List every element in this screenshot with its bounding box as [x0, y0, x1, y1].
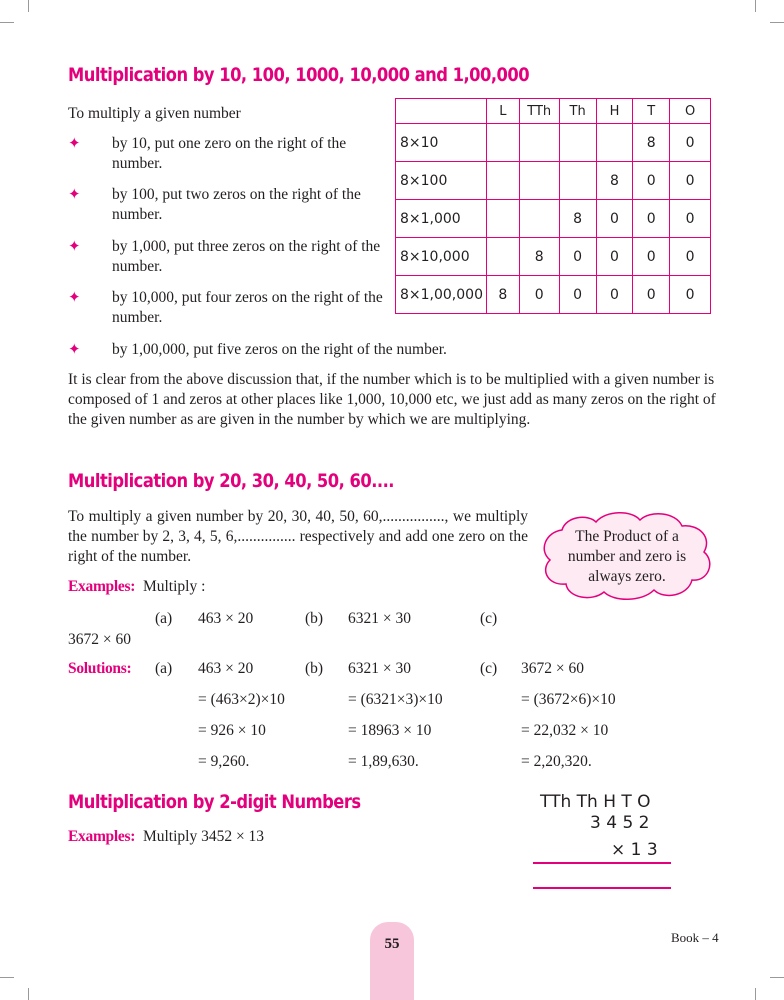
table-cell-expression: 8×1,00,000	[396, 276, 487, 314]
solution-line: = 9,260.	[198, 753, 250, 770]
result-line	[533, 887, 671, 889]
star-icon: ✦	[68, 136, 81, 152]
star-icon: ✦	[68, 239, 81, 255]
bullet-item: by 1,000, put three zeros on the right of the number.	[112, 238, 381, 275]
table-cell: 0	[596, 200, 633, 238]
solution-tag: (a)	[155, 660, 173, 677]
solution-line: = 1,89,630.	[348, 753, 419, 770]
table-cell	[519, 162, 559, 200]
solution-line: = 22,032 × 10	[521, 722, 609, 739]
table-cell: 0	[633, 238, 670, 276]
book-label: Book – 4	[671, 930, 719, 945]
crop-mark	[0, 977, 14, 978]
example-tag: (b)	[305, 610, 324, 627]
star-icon: ✦	[68, 187, 81, 203]
star-icon: ✦	[68, 290, 81, 306]
example-expression: 463 × 20	[198, 610, 254, 627]
examples-row	[68, 577, 205, 597]
table-cell	[559, 124, 596, 162]
example-tag: (a)	[155, 610, 173, 627]
solution-line: 463 × 20	[198, 660, 254, 677]
solution-line: = 2,20,320.	[521, 753, 592, 770]
bullet-item: by 10,000, put four zeros on the right of the number.	[112, 289, 383, 326]
crop-mark	[755, 0, 756, 12]
table-row	[396, 276, 711, 314]
table-row	[396, 162, 711, 200]
crop-mark	[755, 988, 756, 1000]
table-row	[396, 200, 711, 238]
example-expression: 3672 × 60	[68, 631, 131, 648]
table-cell-expression: 8×10	[396, 124, 487, 162]
table-cell: 0	[519, 276, 559, 314]
place-value-headers: TTh Th H T O	[540, 792, 651, 812]
crop-mark	[770, 977, 784, 978]
table-cell: 8	[519, 238, 559, 276]
table-cell: 0	[596, 276, 633, 314]
solutions-label: Solutions:	[68, 660, 132, 677]
explanation-paragraph: It is clear from the above discussion that, if the number which is to be multiplied with a given number is composed of 1 and zeros at other places like 1,000, 10,000 etc, we just add as many zeros on the right of the given number as are given in the number by which we are multiplying.	[68, 371, 716, 428]
table-cell: 0	[559, 238, 596, 276]
table-cell-expression: 8×10,000	[396, 238, 487, 276]
cloud-note-text: The Product of a number and zero is always zero.	[567, 528, 687, 585]
crop-mark	[28, 988, 29, 1000]
solution-line: = 926 × 10	[198, 722, 266, 739]
solution-line: = 18963 × 10	[348, 722, 432, 739]
page-number: 55	[384, 936, 400, 952]
solution-tag: (b)	[305, 660, 324, 677]
table-header-cell: H	[596, 99, 633, 124]
solution-line: = (463×2)×10	[198, 691, 285, 708]
table-header-cell: Th	[559, 99, 596, 124]
table-cell: 8	[486, 276, 519, 314]
multiplicand: 3 4 5 2	[590, 813, 650, 833]
section-heading-powers-of-ten: Multiplication by 10, 100, 1000, 10,000 and 1,00,000	[68, 64, 530, 86]
table-cell	[486, 124, 519, 162]
table-row	[396, 238, 711, 276]
table-cell: 0	[670, 200, 711, 238]
table-header-cell: T	[633, 99, 670, 124]
table-cell: 0	[670, 276, 711, 314]
table-header-row	[396, 99, 711, 124]
table-cell: 0	[633, 200, 670, 238]
table-cell	[596, 124, 633, 162]
star-icon: ✦	[68, 342, 81, 358]
solution-line: = (3672×6)×10	[521, 691, 616, 708]
table-cell-expression: 8×1,000	[396, 200, 487, 238]
table-cell-expression: 8×100	[396, 162, 487, 200]
solution-line: 6321 × 30	[348, 660, 411, 677]
product-line	[533, 862, 671, 864]
table-cell: 0	[670, 124, 711, 162]
table-row	[396, 124, 711, 162]
table-cell	[486, 200, 519, 238]
crop-mark	[770, 22, 784, 23]
example-tag: (c)	[480, 610, 498, 627]
table-header-cell: TTh	[519, 99, 559, 124]
place-value-table	[395, 98, 711, 314]
table-header-cell: O	[670, 99, 711, 124]
table-cell: 0	[633, 162, 670, 200]
bullet-item: by 100, put two zeros on the right of the number.	[112, 186, 361, 223]
table-cell: 0	[670, 162, 711, 200]
section-heading-multiples-of-ten: Multiplication by 20, 30, 40, 50, 60....	[68, 470, 394, 492]
method-paragraph: To multiply a given number by 20, 30, 40, 50, 60,................, we multiply the number by 2, 3, 4, 5, 6,............... respectively and add one zero on the right of the number.	[68, 508, 528, 565]
crop-mark	[0, 22, 14, 23]
table-cell: 0	[559, 276, 596, 314]
bullet-item: by 10, put one zero on the right of the number.	[112, 135, 347, 172]
intro-text: To multiply a given number	[68, 105, 241, 122]
examples-label: Examples:	[68, 578, 136, 595]
table-cell	[559, 162, 596, 200]
page-number-tab	[370, 922, 414, 1000]
solution-line: = (6321×3)×10	[348, 691, 443, 708]
table-header-cell: L	[486, 99, 519, 124]
example-expression: 6321 × 30	[348, 610, 411, 627]
table-cell	[486, 238, 519, 276]
solution-tag: (c)	[480, 660, 498, 677]
solution-line: 3672 × 60	[521, 660, 584, 677]
crop-mark	[28, 0, 29, 12]
examples-label: Examples:	[68, 828, 136, 845]
table-cell: 0	[633, 276, 670, 314]
table-cell: 8	[559, 200, 596, 238]
multiplier: × 1 3	[611, 840, 658, 860]
table-cell: 0	[670, 238, 711, 276]
bullet-item: by 1,00,000, put five zeros on the right of the number.	[112, 341, 447, 358]
section-heading-two-digit: Multiplication by 2-digit Numbers	[68, 791, 361, 813]
table-header-cell	[396, 99, 487, 124]
examples-text: Multiply 3452 × 13	[142, 828, 265, 845]
table-cell: 8	[633, 124, 670, 162]
table-cell	[519, 200, 559, 238]
table-cell	[486, 162, 519, 200]
table-cell: 0	[596, 238, 633, 276]
table-cell	[519, 124, 559, 162]
examples-text: Multiply :	[142, 578, 206, 595]
examples-row	[68, 827, 264, 847]
table-cell: 8	[596, 162, 633, 200]
